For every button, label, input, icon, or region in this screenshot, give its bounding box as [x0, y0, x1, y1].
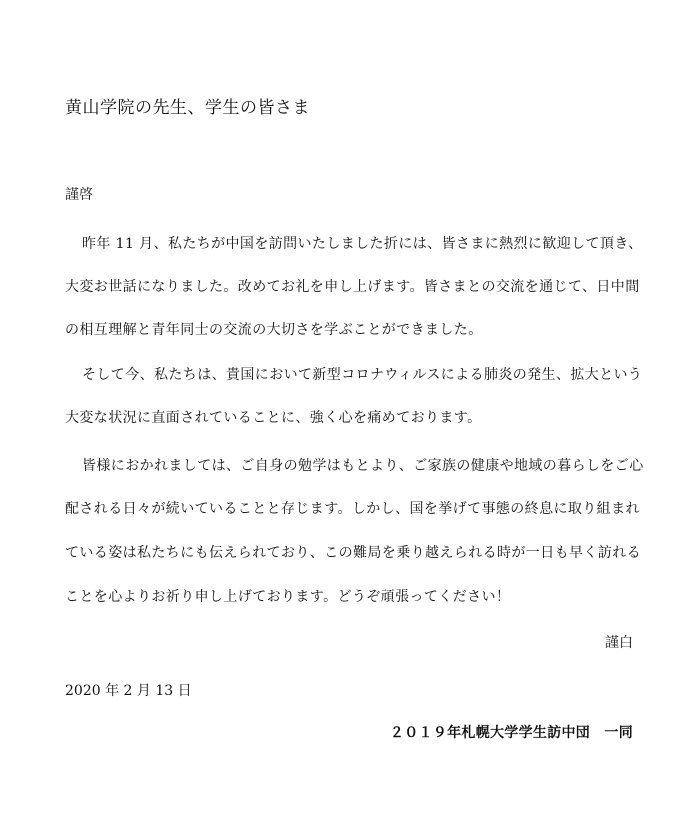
- paragraph-3-line-1: 皆様におかれましては、ご自身の勉学はもとより、ご家族の健康や地域の暮らしをご心: [82, 458, 644, 474]
- letter-opening: 謹啓: [65, 187, 93, 203]
- paragraph-1-line-3: の相互理解と青年同士の交流の大切さを学ぶことができました。: [65, 322, 483, 338]
- letter-salutation: 黄山学院の先生、学生の皆さま: [65, 98, 310, 118]
- paragraph-2-line-1: そして今、私たちは、貴国において新型コロナウィルスによる肺炎の発生、拡大という: [82, 367, 643, 383]
- paragraph-1-line-1: 昨年 11 月、私たちが中国を訪問いたしました折には、皆さまに熱烈に歓迎して頂き、: [82, 236, 643, 252]
- paragraph-2-line-2: 大変な状況に直面されていることに、強く心を痛めております。: [65, 410, 482, 426]
- letter-signature: ２０１９年札幌大学学生訪中団 一同: [389, 725, 633, 741]
- paragraph-3-line-3: ている姿は私たちにも伝えられており、この難局を乗り越えられる時が一日も早く訪れる: [65, 545, 641, 561]
- letter-closing: 謹白: [605, 635, 633, 651]
- letter-date: 2020 年 2 月 13 日: [65, 683, 192, 699]
- paragraph-3-line-2: 配される日々が続いていることと存じます。しかし、国を挙げて事態の終息に取り組まれ: [65, 501, 640, 517]
- paragraph-1-line-2: 大変お世話になりました。改めてお礼を申し上げます。皆さまとの交流を通じて、日中間: [65, 279, 640, 295]
- paragraph-3-line-4: ことを心よりお祈り申し上げております。どうぞ頑張ってください！: [65, 589, 511, 605]
